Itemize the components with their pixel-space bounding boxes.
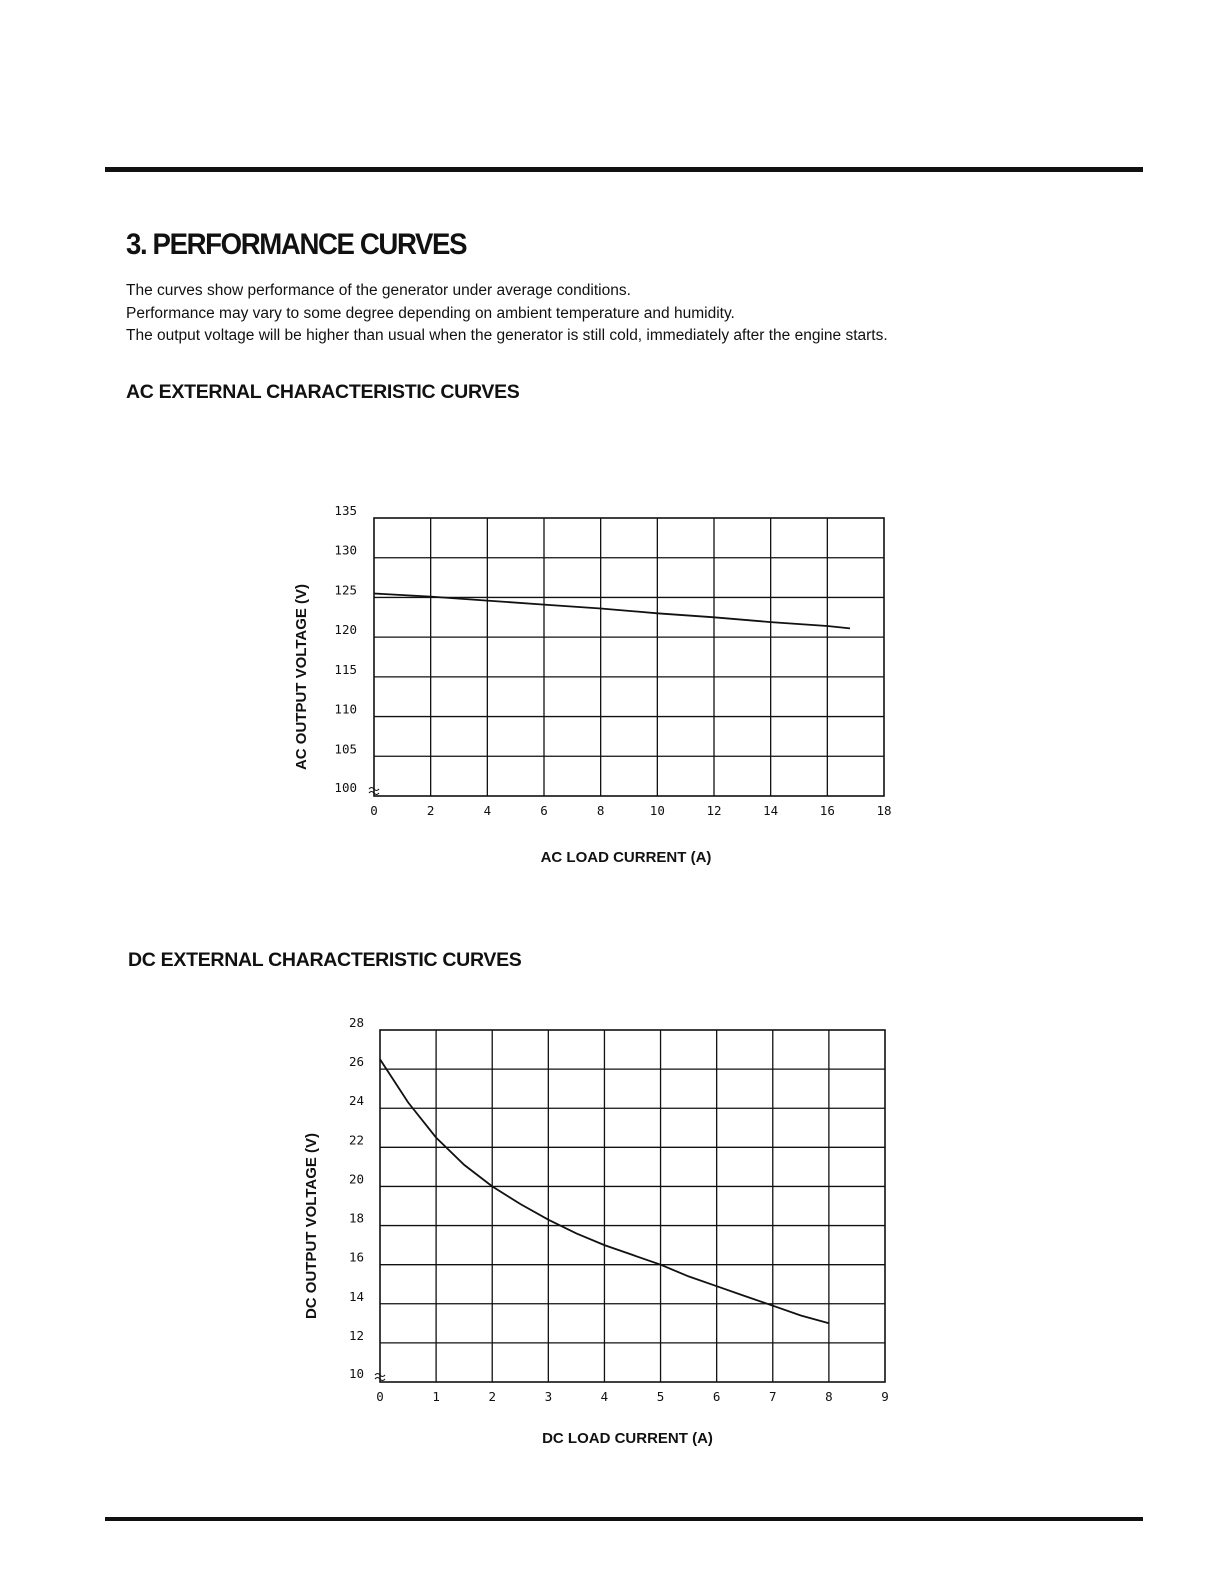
dc-section-heading: DC EXTERNAL CHARACTERISTIC CURVES [128,949,522,971]
x-tick-label: 5 [656,1389,665,1404]
y-tick-label: 14 [348,1288,364,1304]
y-tick-label: 130 [334,542,357,558]
x-axis-title: AC LOAD CURRENT (A) [540,849,712,866]
x-tick-label: 8 [825,1389,833,1404]
y-tick-label: 105 [334,741,357,757]
ac-section-heading: AC EXTERNAL CHARACTERISTIC CURVES [126,381,520,403]
x-tick-label: 2 [426,803,435,818]
x-tick-label: 1 [432,1389,440,1404]
ac-characteristic-chart [280,505,900,870]
y-tick-label: 135 [334,503,357,518]
y-tick-label: 115 [334,661,357,677]
x-tick-label: 3 [544,1389,553,1404]
y-tick-label: 110 [334,701,357,717]
x-tick-label: 2 [488,1389,496,1404]
x-tick-label: 7 [769,1389,777,1404]
y-tick-label: 22 [348,1132,364,1148]
x-tick-label: 18 [876,803,892,818]
intro-line: The curves show performance of the generator under average conditions. [126,282,631,299]
bottom-rule [105,1517,1143,1521]
x-tick-label: 12 [706,803,722,818]
x-tick-label: 14 [763,803,779,818]
y-axis-title: AC OUTPUT VOLTAGE (V) [293,583,310,771]
intro-line: Performance may vary to some degree depending on ambient temperature and humidity. [126,304,735,322]
x-tick-label: 0 [370,803,378,818]
y-axis-title: DC OUTPUT VOLTAGE (V) [303,1132,320,1320]
intro-line: The output voltage will be higher than usual when the generator is still cold, immediately after the engine starts. [126,327,888,344]
series-line [374,594,850,629]
y-tick-label: 16 [348,1249,364,1265]
y-tick-label: 24 [348,1093,364,1109]
x-tick-label: 9 [881,1389,889,1404]
x-tick-label: 8 [596,803,605,818]
x-tick-label: 6 [712,1389,721,1404]
x-axis-title: DC LOAD CURRENT (A) [542,1430,713,1447]
y-tick-label: 20 [348,1171,364,1187]
x-tick-label: 4 [483,803,492,818]
intro-text [126,280,888,348]
x-tick-label: 0 [376,1389,384,1404]
x-tick-label: 16 [819,803,835,818]
page-title: 3. PERFORMANCE CURVES [126,228,467,261]
y-tick-label: 18 [348,1210,364,1226]
y-tick-label: 26 [348,1054,364,1070]
y-tick-label: 10 [348,1366,364,1381]
dc-characteristic-chart [290,1015,900,1458]
y-tick-label: 120 [334,622,357,638]
plot-frame [380,1030,885,1382]
x-tick-label: 10 [649,803,665,818]
y-tick-label: 100 [334,780,357,795]
y-tick-label: 28 [348,1015,364,1030]
plot-frame [374,518,884,796]
y-tick-label: 12 [348,1327,364,1343]
x-tick-label: 6 [540,803,548,818]
y-tick-label: 125 [334,582,357,598]
top-rule [105,167,1143,172]
x-tick-label: 4 [600,1389,609,1404]
